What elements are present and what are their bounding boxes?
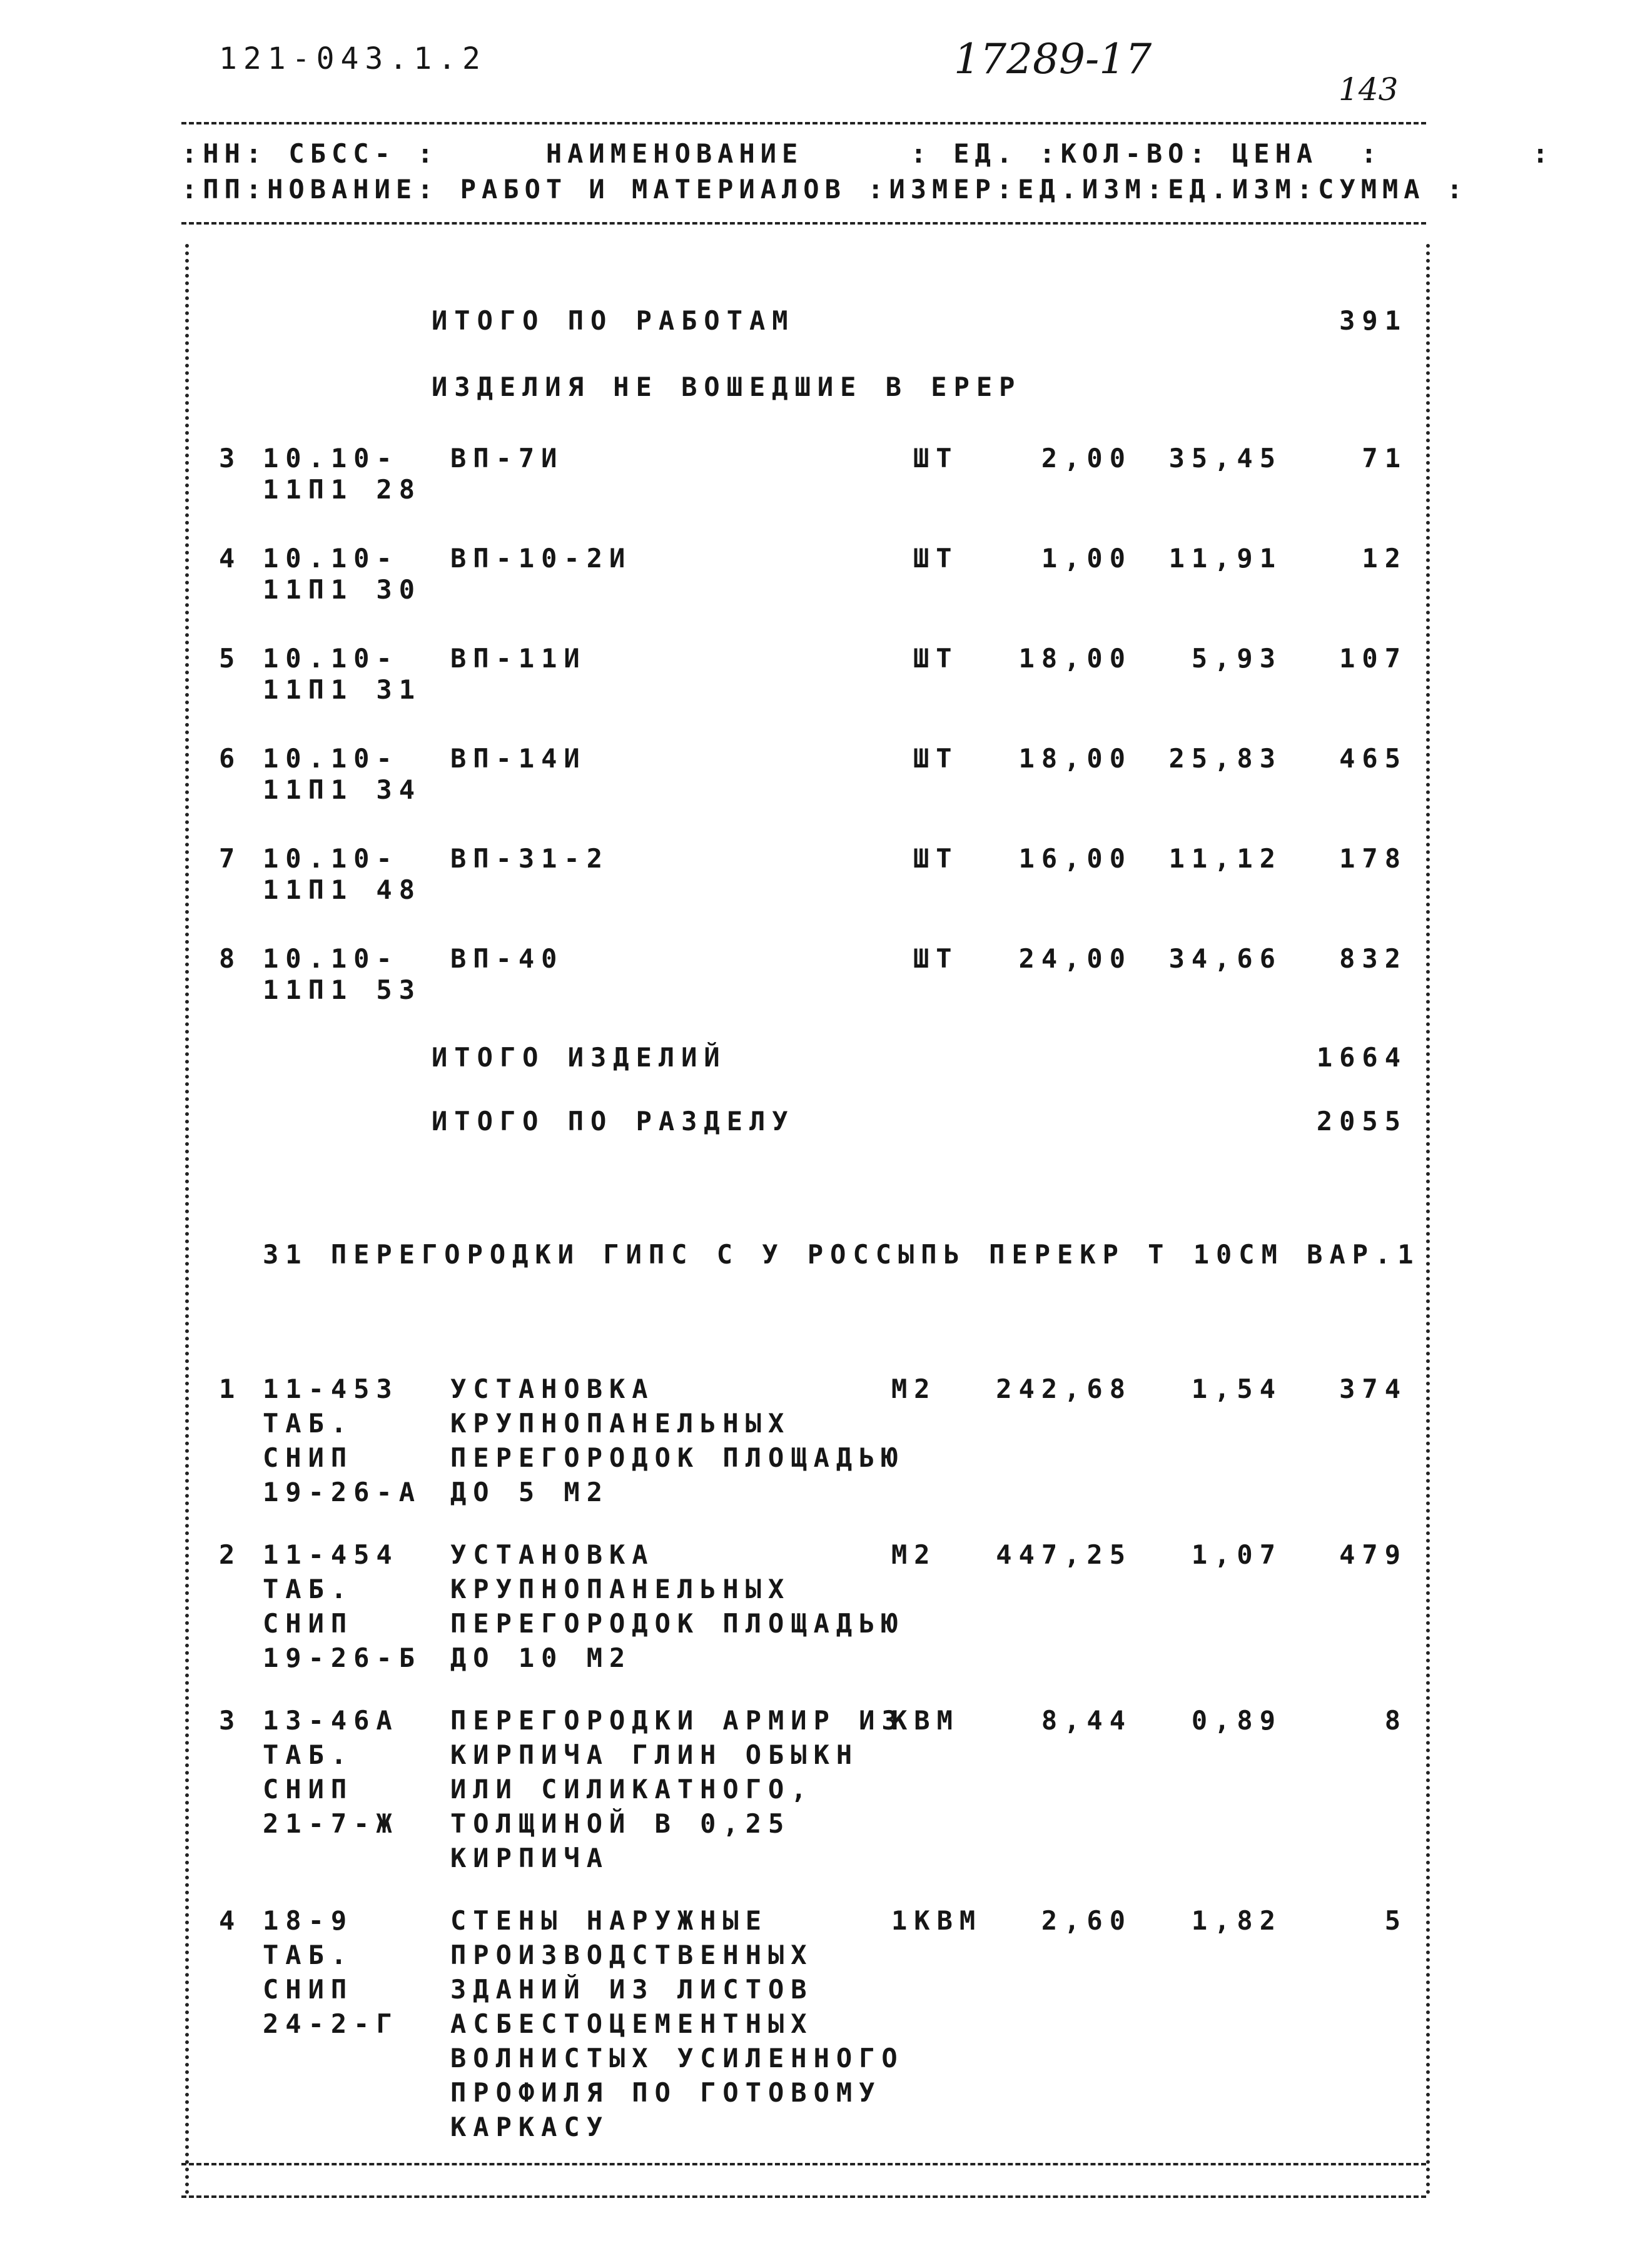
item-code-line2: 11П1 31	[263, 674, 422, 705]
item-unit: ШТ	[913, 943, 959, 974]
item-name: ВП-7И	[450, 443, 564, 473]
work-name: УСТАНОВКА	[450, 1374, 655, 1404]
item-price: 5,93	[1191, 643, 1282, 674]
column-headers-line1: :НН: СБСС- : НАИМЕНОВАНИЕ : ЕД. :КОЛ-ВО: ЦЕНА : :	[181, 138, 1554, 169]
work-price: 1,82	[1191, 1905, 1282, 1936]
work-code-tab: ТАБ.	[263, 1739, 354, 1770]
work-sum: 479	[1339, 1539, 1407, 1570]
work-name: ПЕРЕГОРОДКИ АРМИР ИЗ	[450, 1705, 904, 1736]
itogo-works-value: 391	[1339, 305, 1407, 336]
item-name: ВП-31-2	[450, 843, 610, 874]
work-unit: М2	[891, 1539, 937, 1570]
work-code-ref: 19-26-Б	[263, 1643, 422, 1673]
work-code-ref: 19-26-А	[263, 1477, 422, 1507]
itogo-items-label: ИТОГО ИЗДЕЛИЙ	[432, 1042, 727, 1073]
item-unit: ШТ	[913, 443, 959, 473]
work-unit: КВМ	[891, 1705, 959, 1736]
section-31-title: 31 ПЕРЕГОРОДКИ ГИПС С У РОССЫПЬ ПЕРЕКР Т 10СМ ВАР.1	[263, 1239, 1420, 1270]
work-name: КАРКАСУ	[450, 2112, 610, 2142]
item-number: 6	[219, 743, 242, 774]
work-qty: 447,25	[996, 1539, 1132, 1570]
section-title-items: ИЗДЕЛИЯ НЕ ВОШЕДШИЕ В ЕРЕР	[432, 372, 1022, 402]
work-code: 11-454	[263, 1539, 399, 1570]
item-code-line2: 11П1 28	[263, 474, 422, 505]
work-price: 1,54	[1191, 1374, 1282, 1404]
item-number: 5	[219, 643, 242, 674]
work-name: ЗДАНИЙ ИЗ ЛИСТОВ	[450, 1974, 814, 2005]
item-number: 8	[219, 943, 242, 974]
divider-header-bottom	[181, 222, 1426, 225]
work-sum: 374	[1339, 1374, 1407, 1404]
work-unit: М2	[891, 1374, 937, 1404]
item-sum: 71	[1362, 443, 1407, 473]
item-number: 7	[219, 843, 242, 874]
item-unit: ШТ	[913, 843, 959, 874]
item-code-line2: 11П1 53	[263, 975, 422, 1005]
item-qty: 18,00	[1018, 743, 1132, 774]
item-unit: ШТ	[913, 543, 959, 574]
item-name: ВП-40	[450, 943, 564, 974]
work-code-snip: СНИП	[263, 1442, 354, 1473]
item-unit: ШТ	[913, 743, 959, 774]
work-name: АСБЕСТОЦЕМЕНТНЫХ	[450, 2008, 814, 2039]
itogo-works-label: ИТОГО ПО РАБОТАМ	[432, 305, 795, 336]
work-code: 18-9	[263, 1905, 354, 1936]
handwritten-number: 17289-17	[954, 35, 1152, 83]
work-code-snip: СНИП	[263, 1974, 354, 2005]
itogo-section-value: 2055	[1316, 1106, 1407, 1137]
work-number: 3	[219, 1705, 242, 1736]
item-price: 35,45	[1168, 443, 1282, 473]
column-headers-line2: :ПП:НОВАНИЕ: РАБОТ И МАТЕРИАЛОВ :ИЗМЕР:ЕД.ИЗМ:ЕД.ИЗМ:СУММА :	[181, 174, 1469, 205]
work-name: КРУПНОПАНЕЛЬНЫХ	[450, 1408, 791, 1439]
work-name: ПРОФИЛЯ ПО ГОТОВОМУ	[450, 2077, 882, 2108]
item-code: 10.10-	[263, 543, 399, 574]
item-qty: 2,00	[1041, 443, 1132, 473]
item-price: 11,12	[1168, 843, 1282, 874]
work-sum: 5	[1384, 1905, 1407, 1936]
item-qty: 24,00	[1018, 943, 1132, 974]
item-qty: 1,00	[1041, 543, 1132, 574]
work-name: ПРОИЗВОДСТВЕННЫХ	[450, 1940, 814, 1970]
work-name: ИЛИ СИЛИКАТНОГО,	[450, 1774, 814, 1805]
work-code-snip: СНИП	[263, 1608, 354, 1639]
work-number: 4	[219, 1905, 242, 1936]
divider-bottom-2	[181, 2195, 1426, 2198]
work-name: КИРПИЧА	[450, 1843, 610, 1873]
work-price: 1,07	[1191, 1539, 1282, 1570]
item-name: ВП-10-2И	[450, 543, 632, 574]
work-number: 1	[219, 1374, 242, 1404]
item-sum: 107	[1339, 643, 1407, 674]
work-code-tab: ТАБ.	[263, 1940, 354, 1970]
work-number: 2	[219, 1539, 242, 1570]
item-code: 10.10-	[263, 643, 399, 674]
work-name: СТЕНЫ НАРУЖНЫЕ	[450, 1905, 769, 1936]
item-number: 4	[219, 543, 242, 574]
itogo-items-value: 1664	[1316, 1042, 1407, 1073]
itogo-section-label: ИТОГО ПО РАЗДЕЛУ	[432, 1106, 795, 1137]
document-code: 121-043.1.2	[219, 41, 487, 76]
divider-top	[181, 122, 1426, 124]
item-number: 3	[219, 443, 242, 473]
item-sum: 178	[1339, 843, 1407, 874]
divider-bottom-1	[181, 2163, 1426, 2165]
work-code-snip: СНИП	[263, 1774, 354, 1805]
work-name: ТОЛЩИНОЙ В 0,25	[450, 1808, 791, 1839]
item-code: 10.10-	[263, 943, 399, 974]
work-code-ref: 21-7-Ж	[263, 1808, 399, 1839]
work-name: ПЕРЕГОРОДОК ПЛОЩАДЬЮ	[450, 1608, 904, 1639]
item-price: 11,91	[1168, 543, 1282, 574]
right-border	[1426, 244, 1430, 2195]
item-sum: 12	[1362, 543, 1407, 574]
work-name: ВОЛНИСТЫХ УСИЛЕННОГО	[450, 2043, 904, 2073]
work-code: 11-453	[263, 1374, 399, 1404]
item-name: ВП-14И	[450, 743, 587, 774]
work-name: ДО 10 М2	[450, 1643, 632, 1673]
item-unit: ШТ	[913, 643, 959, 674]
item-code: 10.10-	[263, 743, 399, 774]
item-sum: 465	[1339, 743, 1407, 774]
item-name: ВП-11И	[450, 643, 587, 674]
work-name: КРУПНОПАНЕЛЬНЫХ	[450, 1574, 791, 1604]
work-code-ref: 24-2-Г	[263, 2008, 399, 2039]
work-code-tab: ТАБ.	[263, 1408, 354, 1439]
item-sum: 832	[1339, 943, 1407, 974]
left-border	[185, 244, 189, 2195]
item-price: 34,66	[1168, 943, 1282, 974]
work-name: КИРПИЧА ГЛИН ОБЫКН	[450, 1739, 859, 1770]
item-code: 10.10-	[263, 443, 399, 473]
work-name: ПЕРЕГОРОДОК ПЛОЩАДЬЮ	[450, 1442, 904, 1473]
work-code-tab: ТАБ.	[263, 1574, 354, 1604]
item-qty: 18,00	[1018, 643, 1132, 674]
work-unit: 1КВМ	[891, 1905, 983, 1936]
item-price: 25,83	[1168, 743, 1282, 774]
work-qty: 242,68	[996, 1374, 1132, 1404]
work-price: 0,89	[1191, 1705, 1282, 1736]
item-code-line2: 11П1 34	[263, 774, 422, 805]
work-name: УСТАНОВКА	[450, 1539, 655, 1570]
page-number: 143	[1339, 71, 1399, 108]
work-name: ДО 5 М2	[450, 1477, 610, 1507]
item-code: 10.10-	[263, 843, 399, 874]
work-sum: 8	[1384, 1705, 1407, 1736]
work-code: 13-46А	[263, 1705, 399, 1736]
work-qty: 2,60	[1041, 1905, 1132, 1936]
work-qty: 8,44	[1041, 1705, 1132, 1736]
item-code-line2: 11П1 30	[263, 574, 422, 605]
item-code-line2: 11П1 48	[263, 874, 422, 905]
item-qty: 16,00	[1018, 843, 1132, 874]
